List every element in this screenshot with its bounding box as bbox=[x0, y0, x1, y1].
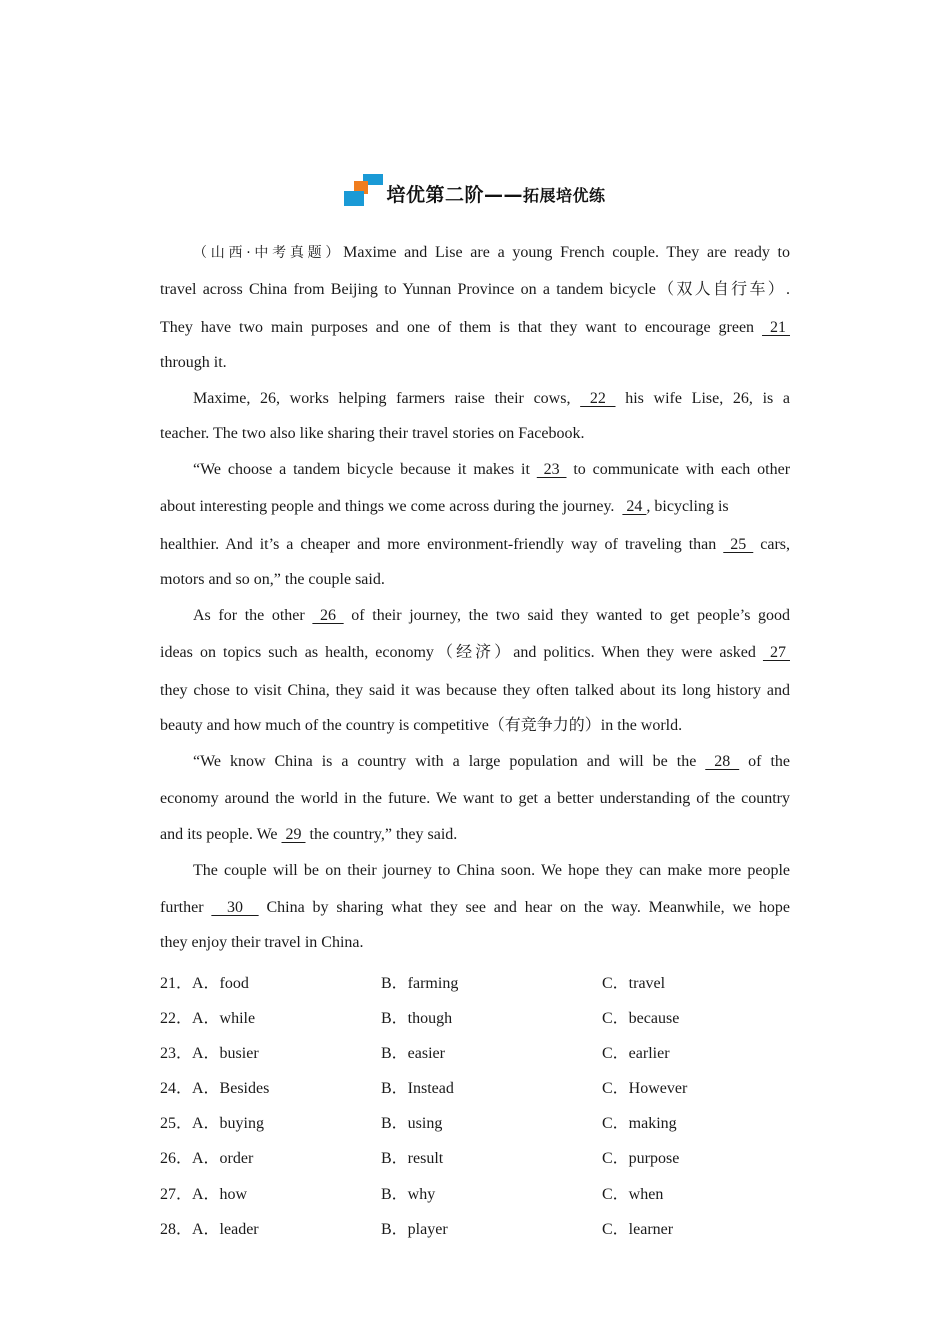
option-b: B．farming bbox=[381, 975, 459, 992]
blank-28: 28 bbox=[705, 752, 740, 770]
passage-line: Maxime, 26, works helping farmers raise their cows, 22 his wife Lise, 26, is a bbox=[193, 389, 790, 407]
option-c: C．when bbox=[602, 1185, 664, 1203]
passage-line: about interesting people and things we come across during the journey. 24 , bicycling is bbox=[160, 498, 729, 516]
option-b: B．using bbox=[381, 1115, 443, 1133]
question-row: 26． A．order B．result C．purpose bbox=[160, 1141, 800, 1176]
passage-line: healthier. And it’s a cheaper and more environment-friendly way of traveling than 25 cars, bbox=[160, 535, 790, 553]
passage-line: they chose to visit China, they said it was because they often talked about its long history and bbox=[160, 681, 790, 699]
question-row: 27． A．how B．why C．when bbox=[160, 1177, 800, 1212]
option-a: A．leader bbox=[192, 1220, 259, 1238]
blocks-logo-icon bbox=[344, 174, 384, 208]
option-a: A．food bbox=[192, 975, 249, 992]
blank-21: 21 bbox=[762, 318, 790, 336]
option-c: C．purpose bbox=[602, 1150, 680, 1168]
question-row: 23． A．busier B．easier C．earlier bbox=[160, 1036, 800, 1071]
passage-line: （山西·中考真题）Maxime and Lise are a young French couple. They are ready to bbox=[193, 244, 790, 261]
question-row: 22． A．while B．though C．because bbox=[160, 1001, 800, 1036]
passage-line: “We choose a tandem bicycle because it makes it 23 to communicate with each other bbox=[193, 461, 790, 479]
option-b: B．easier bbox=[381, 1045, 445, 1063]
option-b: B．Instead bbox=[381, 1080, 454, 1098]
option-c: C．However bbox=[602, 1080, 688, 1098]
option-a: A．buying bbox=[192, 1115, 265, 1133]
passage-line: they enjoy their travel in China. bbox=[160, 934, 364, 952]
option-b: B．result bbox=[381, 1150, 444, 1168]
passage-line: As for the other 26 of their journey, the two said they wanted to get people’s good bbox=[193, 607, 790, 625]
option-a: A．while bbox=[192, 1010, 256, 1028]
passage-line: “We know China is a country with a large population and will be the 28 of the bbox=[193, 752, 790, 770]
passage-line: teacher. The two also like sharing their travel stories on Facebook. bbox=[160, 425, 585, 443]
reading-passage bbox=[160, 234, 790, 960]
passage-line: ideas on topics such as health, economy（经济）and politics. When they were asked 27 bbox=[160, 644, 790, 662]
page-title bbox=[386, 180, 605, 207]
option-c: C．because bbox=[602, 1010, 680, 1028]
question-row: 21． A．food B．farming C．travel bbox=[160, 966, 800, 1001]
blank-24: 24 bbox=[622, 498, 647, 516]
option-a: A．order bbox=[192, 1150, 254, 1168]
passage-line: and its people. We 29 the country,” they said. bbox=[160, 825, 458, 843]
passage-line: motors and so on,” the couple said. bbox=[160, 571, 385, 589]
section-title bbox=[0, 178, 950, 208]
option-c: C．travel bbox=[602, 975, 666, 992]
option-a: A．how bbox=[192, 1185, 248, 1203]
option-c: C．making bbox=[602, 1115, 677, 1133]
passage-line: beauty and how much of the country is competitive（有竞争力的）in the world. bbox=[160, 716, 683, 734]
option-a: A．Besides bbox=[192, 1080, 270, 1098]
option-c: C．earlier bbox=[602, 1045, 670, 1063]
passage-line: further 30 China by sharing what they see and hear on the way. Meanwhile, we hope bbox=[160, 898, 790, 916]
option-b: B．though bbox=[381, 1010, 453, 1028]
blank-26: 26 bbox=[312, 607, 344, 625]
question-row: 25． A．buying B．using C．making bbox=[160, 1106, 800, 1141]
source-label: （山西·中考真题） bbox=[193, 245, 344, 261]
answer-options bbox=[160, 966, 800, 1247]
passage-line: travel across China from Beijing to Yunnan Province on a tandem bicycle（双人自行车）. bbox=[160, 281, 790, 299]
passage-line: economy around the world in the future. We want to get a better understanding of the country bbox=[160, 790, 790, 808]
option-c: C．learner bbox=[602, 1220, 674, 1238]
option-b: B．player bbox=[381, 1220, 448, 1238]
passage-line: They have two main purposes and one of them is that they want to encourage green 21 bbox=[160, 318, 790, 336]
blank-25: 25 bbox=[723, 535, 754, 553]
blank-27: 27 bbox=[762, 644, 790, 662]
blank-30: 30 bbox=[211, 898, 259, 916]
passage-line: The couple will be on their journey to China soon. We hope they can make more people bbox=[193, 861, 790, 879]
title-sub: 拓展培优练 bbox=[523, 185, 606, 205]
question-row: 28． A．leader B．player C．learner bbox=[160, 1212, 800, 1247]
blank-23: 23 bbox=[536, 461, 567, 479]
passage-line: through it. bbox=[160, 353, 227, 371]
question-row: 24． A．Besides B．Instead C．However bbox=[160, 1071, 800, 1106]
blank-22: 22 bbox=[580, 389, 616, 407]
option-b: B．why bbox=[381, 1185, 436, 1203]
blank-29: 29 bbox=[281, 825, 306, 843]
option-a: A．busier bbox=[192, 1045, 259, 1063]
title-main: 培优第二阶—— bbox=[386, 183, 523, 206]
